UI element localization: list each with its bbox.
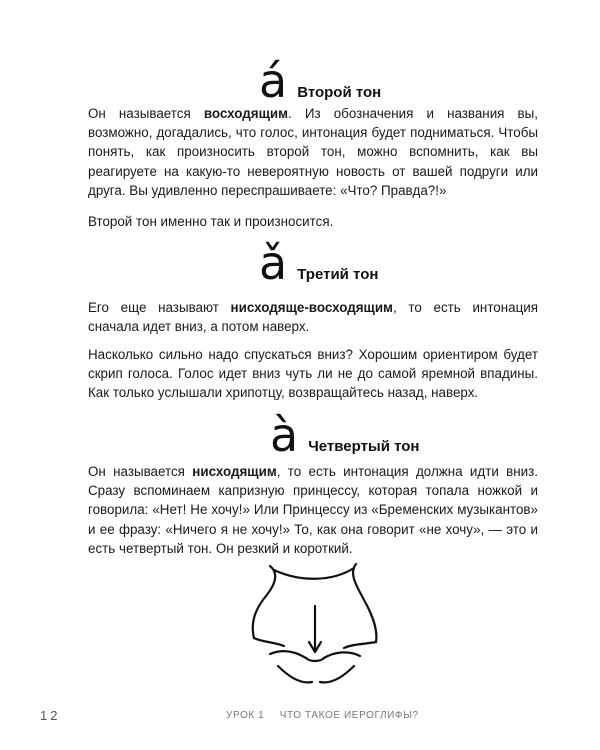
collarbone-left [270,651,306,658]
running-footer-lesson: УРОК 1 [226,710,265,721]
section-title-fourth-tone: Четвертый тон [308,438,420,455]
collar-line [274,568,354,579]
chest-curve-left [278,666,312,682]
chest-curve-right [320,666,354,682]
running-footer [226,710,419,721]
paragraph-second-tone-description: Он называется восходящим. Из обозначения и названия вы, возможно, догадались, что голос, интонация будет подниматься. Чтобы понять, как произносить второй тон, можно вспомнить, как вы реагируете на какую-то невероятную новость от вашей подруги или друга. Вы удивленно переспрашиваете: «Что? Правда?!» [88,106,538,198]
bold-term: восходящим [203,106,289,121]
neck-left-contour [253,566,275,638]
tone-mark-second: á [259,54,288,108]
section-title-third-tone: Третий тон [297,266,379,283]
bold-term: нисходяще-восходящим [230,300,393,315]
section-heading-fourth-tone [270,408,420,462]
paragraph-third-tone-tip: Насколько сильно надо спускаться вниз? Хорошим ориентиром будет скрип голоса. Голос идет вниз чуть ли не до самой яремной впадины. Как только услышали хрипотцу, возвращайтесь назад, наверх. [88,347,538,401]
section-heading-second-tone [259,54,382,108]
paragraph-third-tone-description: Его еще называют нисходяще-восходящим, то есть интонация сначала идет вниз, а потом наверх. [88,300,538,335]
neck-right-contour [353,564,376,642]
throat-illustration [240,560,390,700]
section-heading-third-tone [259,236,379,290]
running-footer-chapter: ЧТО ТАКОЕ ИЕРОГЛИФЫ? [279,710,419,721]
paragraph-fourth-tone-description: Он называется нисходящим, то есть интонация должна идти вниз. Сразу вспоминаем капризную принцессу, которая топала ножкой и говорила: «Нет! Не хочу!» Или Принцессу из «Бременских музыкантов» и ее фразу: «Ничего я не хочу!» То, как она говорит «не хочу», — это и есть четвертый тон. Он резкий и короткий. [88,464,538,556]
section-title-second-tone: Второй тон [297,84,382,101]
paragraph-second-tone-summary: Второй тон именно так и произносится. [88,214,334,229]
page-number: 12 [40,708,61,723]
tone-mark-third: ǎ [259,236,288,290]
shoulder-right [344,642,376,648]
shoulder-left [254,638,284,646]
bold-term: нисходящим [192,464,277,479]
tone-mark-fourth: à [270,408,299,462]
collarbone-right [324,652,360,658]
jugular-notch [306,658,324,661]
